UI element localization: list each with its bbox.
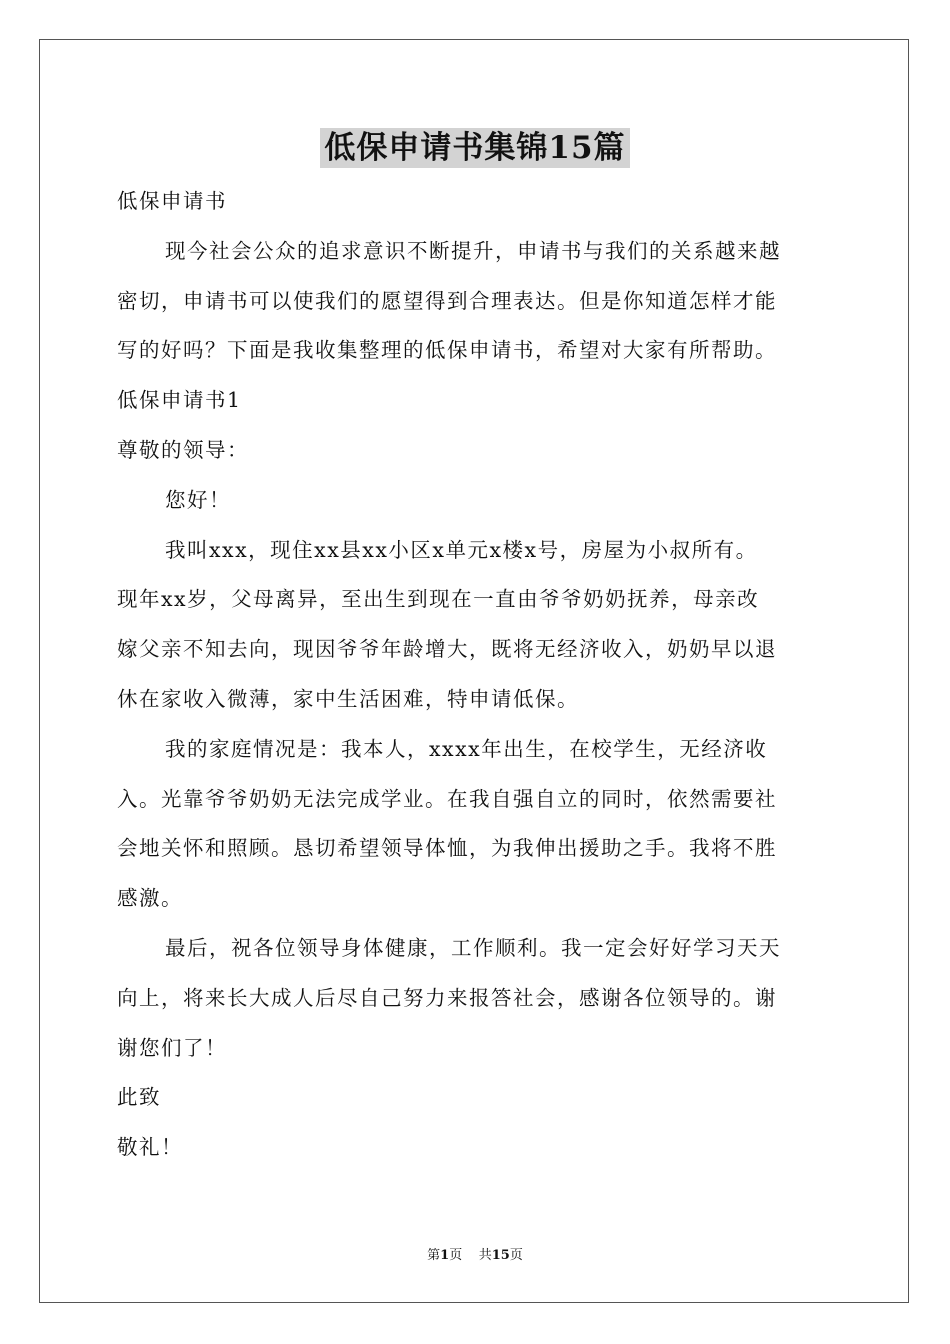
text-line: 向上，将来长大成人后尽自己努力来报答社会，感谢各位领导的。谢 <box>117 985 777 1010</box>
text-line: 谢您们了！ <box>117 1035 227 1060</box>
text-line: 敬礼！ <box>117 1135 183 1160</box>
total-unit: 页 <box>509 1248 523 1263</box>
text-line: 感激。 <box>117 886 183 911</box>
page-footer <box>0 1247 950 1265</box>
document-title: 低保申请书集锦15篇 <box>320 128 629 168</box>
document-body <box>117 177 835 1173</box>
page-prefix: 第 <box>427 1248 441 1263</box>
text-line: 您好！ <box>165 487 231 512</box>
text-line: 低保申请书1 <box>117 388 242 413</box>
text-line: 低保申请书 <box>117 189 227 213</box>
text-line: 休在家收入微薄，家中生活困难，特申请低保。 <box>117 686 579 711</box>
text-line: 我叫xxx，现住xx县xx小区x单元x楼x号，房屋为小叔所有。 <box>165 537 758 562</box>
text-line: 密切，申请书可以使我们的愿望得到合理表达。但是你知道怎样才能 <box>117 288 777 313</box>
text-line: 最后，祝各位领导身体健康，工作顺利。我一定会好好学习天天 <box>165 935 781 960</box>
title-area <box>0 128 950 168</box>
text-line: 此致 <box>117 1085 161 1110</box>
text-line: 尊敬的领导： <box>117 437 249 462</box>
page-unit: 页 <box>449 1248 463 1263</box>
text-line: 现年xx岁，父母离异，至出生到现在一直由爷爷奶奶抚养，母亲改 <box>117 587 760 612</box>
total-prefix: 共 <box>478 1248 492 1263</box>
text-line: 嫁父亲不知去向，现因爷爷年龄增大，既将无经济收入，奶奶早以退 <box>117 637 777 662</box>
current-page-number: 1 <box>440 1248 450 1263</box>
text-line: 会地关怀和照顾。恳切希望领导体恤，为我伸出援助之手。我将不胜 <box>117 836 777 861</box>
total-page-count: 15 <box>491 1248 510 1263</box>
text-line: 我的家庭情况是：我本人，xxxx年出生，在校学生，无经济收 <box>165 736 768 761</box>
text-line: 现今社会公众的追求意识不断提升，申请书与我们的关系越来越 <box>165 238 781 263</box>
text-line: 写的好吗？下面是我收集整理的低保申请书，希望对大家有所帮助。 <box>117 338 777 363</box>
text-line: 入。光靠爷爷奶奶无法完成学业。在我自强自立的同时，依然需要社 <box>117 786 777 811</box>
